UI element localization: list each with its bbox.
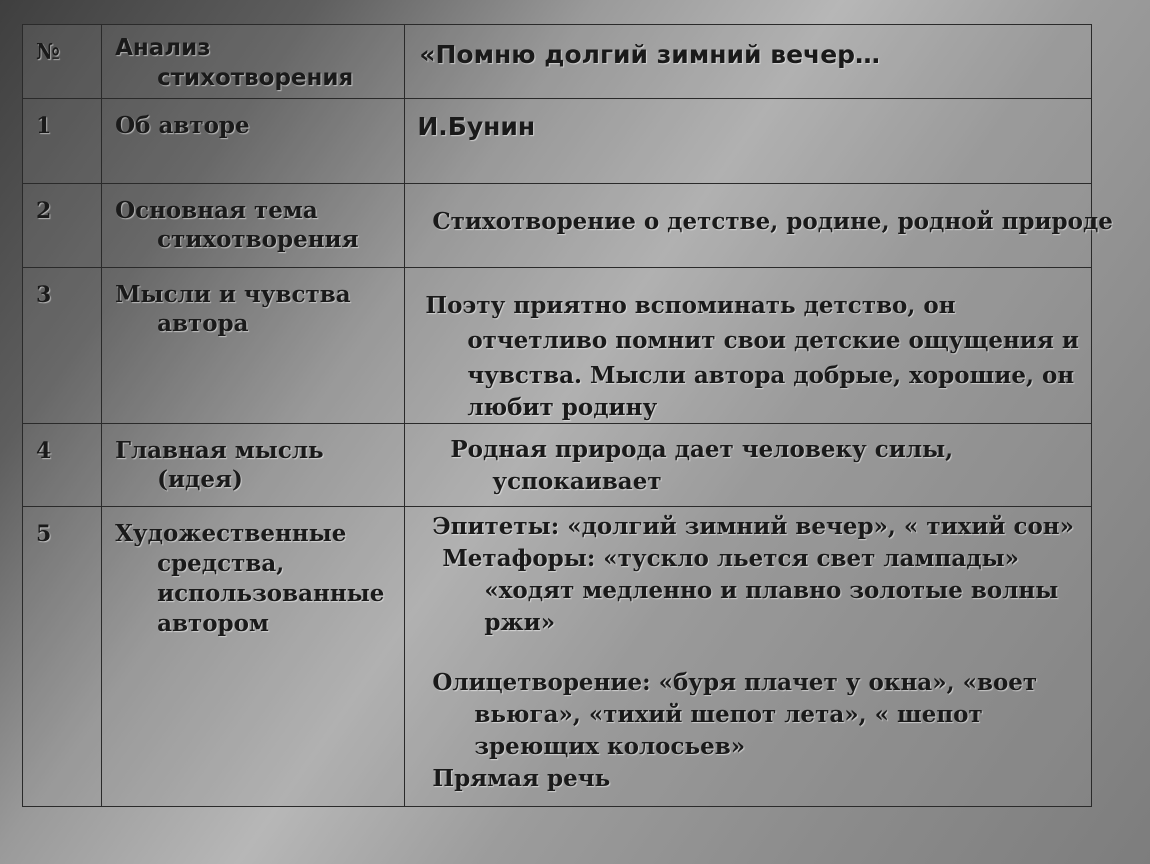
row-num-cell — [23, 99, 102, 184]
row-label-line: использованные — [157, 580, 385, 607]
table-row — [23, 99, 1092, 184]
table-header-row — [23, 25, 1092, 99]
row-value-line: чувства. Мысли автора добрые, хорошие, он — [467, 362, 1075, 389]
table-row — [23, 184, 1092, 268]
poem-title: «Помню долгий зимний вечер… — [419, 40, 881, 69]
row-value-line: Стихотворение о детстве, родине, родной природе — [432, 208, 1113, 235]
row-label-line: Мысли и чувства — [115, 281, 351, 308]
header-label-line2: стихотворения — [157, 65, 354, 91]
row-num: 4 — [36, 438, 52, 464]
row-num-cell — [23, 424, 102, 507]
row-label-line: средства, — [157, 550, 285, 577]
row-value-cell — [405, 507, 1092, 807]
row-label-line: автором — [157, 610, 269, 637]
row-value-line: Родная природа дает человеку силы, — [450, 436, 954, 463]
row-value-cell — [405, 99, 1092, 184]
row-value-line: Метафоры: «тускло льется свет лампады» — [442, 545, 1020, 572]
header-label-cell — [102, 25, 405, 99]
row-label: Об авторе — [115, 112, 250, 139]
row-value-line: Поэту приятно вспоминать детство, он — [425, 292, 956, 319]
header-num-cell — [23, 25, 102, 99]
row-num: 1 — [36, 113, 52, 139]
row-value-line: Эпитеты: «долгий зимний вечер», « тихий сон» — [432, 513, 1075, 540]
author-name: И.Бунин — [417, 112, 536, 141]
header-num: № — [36, 39, 60, 65]
row-label-line: Основная тема — [115, 197, 318, 224]
row-num: 5 — [36, 521, 52, 547]
row-value-line: ржи» — [484, 609, 556, 636]
row-value-line: успокаивает — [492, 468, 662, 495]
row-value-line: вьюга», «тихий шепот лета», « шепот — [474, 701, 983, 728]
row-num: 3 — [36, 282, 52, 308]
table-row — [23, 507, 1092, 807]
row-value-line: зреющих колосьев» — [474, 733, 746, 760]
header-title-cell — [405, 25, 1092, 99]
row-num: 2 — [36, 198, 52, 224]
row-label-cell — [102, 424, 405, 507]
row-label-cell — [102, 99, 405, 184]
row-value-line: любит родину — [467, 394, 658, 421]
row-label-cell — [102, 268, 405, 424]
table-row — [23, 424, 1092, 507]
table-row — [23, 268, 1092, 424]
row-label-line: Главная мысль — [115, 437, 324, 464]
analysis-table — [22, 24, 1113, 807]
row-label-line: Художественные — [115, 520, 347, 547]
row-value-line: Олицетворение: «буря плачет у окна», «воет — [432, 669, 1038, 696]
row-value-cell — [405, 424, 1092, 507]
row-label-cell — [102, 507, 405, 807]
row-num-cell — [23, 268, 102, 424]
row-label-cell — [102, 184, 405, 268]
row-value-line: отчетливо помнит свои детские ощущения и — [467, 327, 1079, 354]
row-label-line: (идея) — [157, 466, 243, 493]
row-value-cell — [405, 268, 1092, 424]
row-value-line: Прямая речь — [432, 765, 611, 792]
row-value-line: «ходят медленно и плавно золотые волны — [484, 577, 1059, 604]
row-num-cell — [23, 507, 102, 807]
row-label-line: автора — [157, 310, 249, 337]
row-value-cell — [405, 184, 1113, 268]
row-num-cell — [23, 184, 102, 268]
row-label-line: стихотворения — [157, 226, 359, 253]
header-label-line1: Анализ — [115, 35, 211, 61]
